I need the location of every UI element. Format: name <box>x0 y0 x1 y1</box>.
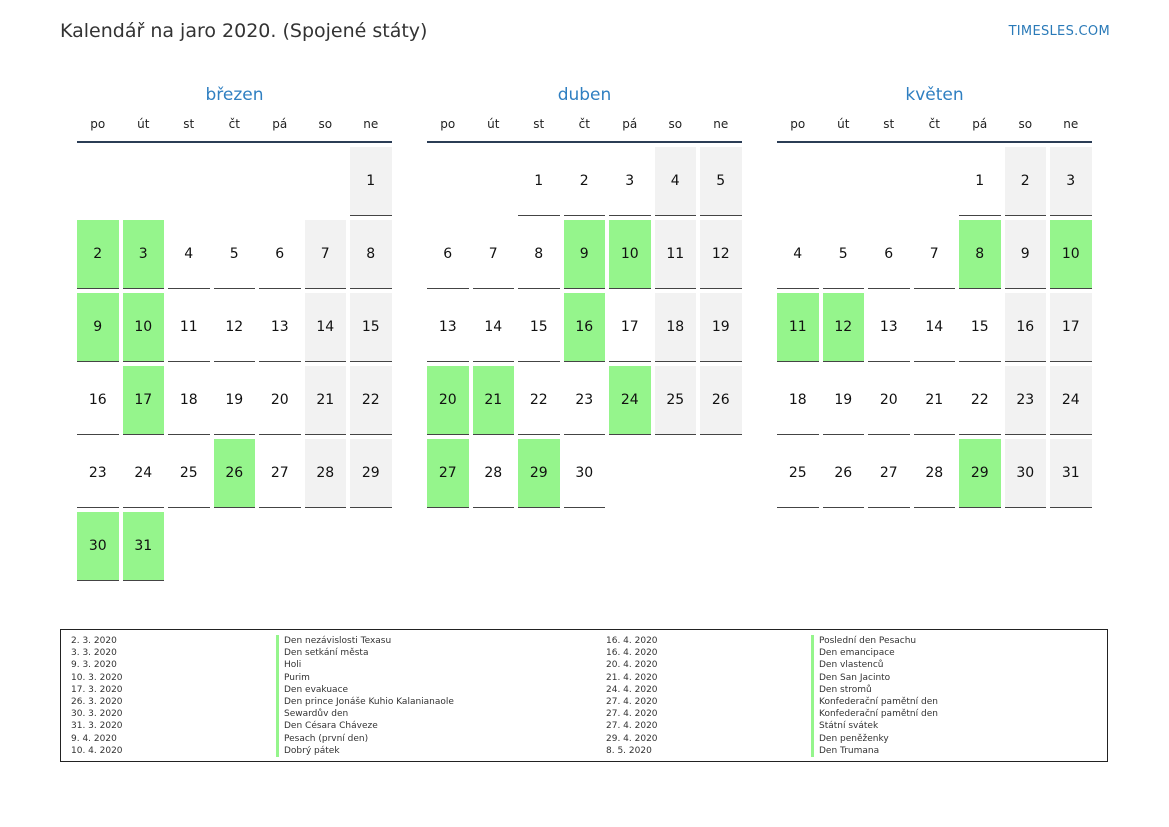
empty-cell <box>259 147 301 216</box>
day-cell: 16 <box>77 366 119 435</box>
legend-holiday-name: Den stromů <box>811 684 872 696</box>
legend-date: 24. 4. 2020 <box>606 684 658 695</box>
day-cell: 31 <box>123 512 165 581</box>
day-cell: 8 <box>518 220 560 289</box>
legend-date: 31. 3. 2020 <box>71 721 123 732</box>
day-cell: 28 <box>473 439 515 508</box>
legend-date: 9. 4. 2020 <box>71 733 117 744</box>
legend-date: 8. 5. 2020 <box>606 745 652 756</box>
legend-holiday-name: Den vlastenců <box>811 659 884 671</box>
day-cell: 26 <box>700 366 742 435</box>
weekday-label: čt <box>928 117 940 131</box>
legend-row <box>606 708 938 720</box>
legend-row <box>606 635 938 647</box>
day-cell: 9 <box>77 293 119 362</box>
day-cell: 6 <box>259 220 301 289</box>
empty-cell <box>123 147 165 216</box>
day-cell: 11 <box>168 293 210 362</box>
day-cell: 30 <box>564 439 606 508</box>
legend-holiday-name: Purim <box>276 672 310 684</box>
empty-cell <box>777 147 819 216</box>
page-title: Kalendář na jaro 2020. (Spojené státy) <box>60 20 428 42</box>
day-cell: 2 <box>564 147 606 216</box>
legend-holiday-name: Konfederační pamětní den <box>811 708 938 720</box>
day-cell: 21 <box>305 366 347 435</box>
day-cell: 1 <box>350 147 392 216</box>
day-cell: 27 <box>259 439 301 508</box>
weekday-header <box>777 115 1092 143</box>
weekday-label: po <box>440 117 456 131</box>
day-cell: 19 <box>823 366 865 435</box>
weekday-label: po <box>90 117 106 131</box>
legend-date: 3. 3. 2020 <box>71 648 117 659</box>
weekday-label: pá <box>272 117 288 131</box>
legend-row <box>71 647 454 659</box>
weekday-label: ne <box>1063 117 1079 131</box>
legend-holiday-name: Den peněženky <box>811 733 889 745</box>
weekday-label: st <box>883 117 895 131</box>
legend-holiday-name: Pesach (první den) <box>276 733 368 745</box>
day-cell: 30 <box>77 512 119 581</box>
legend-date: 21. 4. 2020 <box>606 672 658 683</box>
day-cell: 25 <box>168 439 210 508</box>
legend-row <box>606 672 938 684</box>
legend-holiday-name: Holi <box>276 659 301 671</box>
day-cell: 10 <box>123 293 165 362</box>
day-cell: 22 <box>350 366 392 435</box>
day-cell: 18 <box>168 366 210 435</box>
days-grid <box>427 147 742 508</box>
legend-row <box>71 672 454 684</box>
day-cell: 26 <box>214 439 256 508</box>
day-cell: 3 <box>123 220 165 289</box>
legend-date: 16. 4. 2020 <box>606 636 658 646</box>
legend-row <box>606 696 938 708</box>
legend-date: 20. 4. 2020 <box>606 660 658 671</box>
weekday-label: so <box>668 117 683 131</box>
day-cell: 16 <box>1005 293 1047 362</box>
day-cell: 11 <box>777 293 819 362</box>
legend-row <box>606 647 938 659</box>
day-cell: 28 <box>305 439 347 508</box>
day-cell: 21 <box>914 366 956 435</box>
day-cell: 25 <box>777 439 819 508</box>
legend-date: 26. 3. 2020 <box>71 696 123 707</box>
legend-row <box>71 659 454 671</box>
day-cell: 22 <box>959 366 1001 435</box>
day-cell: 11 <box>655 220 697 289</box>
legend-row <box>606 745 938 757</box>
weekday-label: ne <box>363 117 379 131</box>
legend-date: 30. 3. 2020 <box>71 709 123 720</box>
day-cell: 14 <box>305 293 347 362</box>
month-april <box>427 84 742 508</box>
empty-cell <box>214 147 256 216</box>
legend-row <box>71 733 454 745</box>
empty-cell <box>427 147 469 216</box>
day-cell: 8 <box>350 220 392 289</box>
day-cell: 7 <box>914 220 956 289</box>
legend-holiday-name: Den setkání města <box>276 647 368 659</box>
legend-date: 17. 3. 2020 <box>71 684 123 695</box>
day-cell: 2 <box>1005 147 1047 216</box>
weekday-label: čt <box>578 117 590 131</box>
legend-row <box>606 659 938 671</box>
legend-holiday-name: Den Trumana <box>811 745 879 757</box>
day-cell: 4 <box>655 147 697 216</box>
legend-holiday-name: Dobrý pátek <box>276 745 340 757</box>
days-grid <box>77 147 392 581</box>
day-cell: 19 <box>700 293 742 362</box>
weekday-label: so <box>318 117 333 131</box>
legend-row <box>606 720 938 732</box>
legend-row <box>606 733 938 745</box>
legend-holiday-name: Konfederační pamětní den <box>811 696 938 708</box>
site-link[interactable]: TIMESLES.COM <box>1008 24 1110 39</box>
day-cell: 2 <box>77 220 119 289</box>
day-cell: 13 <box>427 293 469 362</box>
day-cell: 6 <box>427 220 469 289</box>
weekday-label: st <box>183 117 195 131</box>
day-cell: 4 <box>168 220 210 289</box>
day-cell: 9 <box>564 220 606 289</box>
month-name: březen <box>205 85 264 105</box>
month-name: duben <box>557 85 612 105</box>
legend-date: 10. 3. 2020 <box>71 672 123 683</box>
day-cell: 29 <box>959 439 1001 508</box>
day-cell: 12 <box>700 220 742 289</box>
weekday-label: po <box>790 117 806 131</box>
weekday-label: út <box>137 117 150 131</box>
legend-column-right <box>606 635 938 757</box>
day-cell: 13 <box>259 293 301 362</box>
day-cell: 10 <box>609 220 651 289</box>
days-grid <box>777 147 1092 508</box>
day-cell: 19 <box>214 366 256 435</box>
legend-holiday-name: Státní svátek <box>811 720 878 732</box>
legend-column-left <box>71 635 454 757</box>
day-cell: 9 <box>1005 220 1047 289</box>
legend-row <box>71 684 454 696</box>
day-cell: 12 <box>214 293 256 362</box>
legend-holiday-name: Poslední den Pesachu <box>811 635 916 647</box>
weekday-label: ne <box>713 117 729 131</box>
day-cell: 26 <box>823 439 865 508</box>
day-cell: 23 <box>77 439 119 508</box>
empty-cell <box>168 147 210 216</box>
day-cell: 30 <box>1005 439 1047 508</box>
day-cell: 22 <box>518 366 560 435</box>
legend-holiday-name: Den emancipace <box>811 647 895 659</box>
day-cell: 29 <box>350 439 392 508</box>
legend-holiday-name: Den nezávislosti Texasu <box>276 635 391 647</box>
legend-date: 2. 3. 2020 <box>71 636 117 646</box>
day-cell: 16 <box>564 293 606 362</box>
day-cell: 29 <box>518 439 560 508</box>
day-cell: 28 <box>914 439 956 508</box>
legend-row <box>606 684 938 696</box>
day-cell: 27 <box>427 439 469 508</box>
weekday-label: čt <box>228 117 240 131</box>
day-cell: 3 <box>1050 147 1092 216</box>
day-cell: 5 <box>214 220 256 289</box>
day-cell: 17 <box>1050 293 1092 362</box>
weekday-label: út <box>837 117 850 131</box>
day-cell: 15 <box>518 293 560 362</box>
weekday-header <box>77 115 392 143</box>
day-cell: 21 <box>473 366 515 435</box>
empty-cell <box>868 147 910 216</box>
empty-cell <box>823 147 865 216</box>
day-cell: 1 <box>518 147 560 216</box>
day-cell: 14 <box>914 293 956 362</box>
empty-cell <box>914 147 956 216</box>
weekday-label: pá <box>622 117 638 131</box>
legend-holiday-name: Sewardův den <box>276 708 348 720</box>
legend-date: 10. 4. 2020 <box>71 745 123 756</box>
day-cell: 17 <box>123 366 165 435</box>
day-cell: 31 <box>1050 439 1092 508</box>
legend-holiday-name: Den evakuace <box>276 684 348 696</box>
legend-row <box>71 635 454 647</box>
day-cell: 5 <box>700 147 742 216</box>
weekday-label: so <box>1018 117 1033 131</box>
day-cell: 8 <box>959 220 1001 289</box>
weekday-label: pá <box>972 117 988 131</box>
day-cell: 14 <box>473 293 515 362</box>
day-cell: 3 <box>609 147 651 216</box>
legend-date: 29. 4. 2020 <box>606 733 658 744</box>
month-may <box>777 84 1092 508</box>
day-cell: 24 <box>123 439 165 508</box>
day-cell: 15 <box>959 293 1001 362</box>
day-cell: 6 <box>868 220 910 289</box>
legend-date: 9. 3. 2020 <box>71 660 117 671</box>
empty-cell <box>473 147 515 216</box>
month-march <box>77 84 392 581</box>
day-cell: 24 <box>609 366 651 435</box>
legend-holiday-name: Den prince Jonáše Kuhio Kalanianaole <box>276 696 454 708</box>
legend-holiday-name: Den Césara Cháveze <box>276 720 378 732</box>
day-cell: 18 <box>777 366 819 435</box>
empty-cell <box>305 147 347 216</box>
weekday-label: út <box>487 117 500 131</box>
legend-date: 27. 4. 2020 <box>606 709 658 720</box>
month-name: květen <box>905 85 964 105</box>
day-cell: 17 <box>609 293 651 362</box>
day-cell: 5 <box>823 220 865 289</box>
day-cell: 24 <box>1050 366 1092 435</box>
legend-date: 27. 4. 2020 <box>606 721 658 732</box>
legend-row <box>71 708 454 720</box>
day-cell: 12 <box>823 293 865 362</box>
legend-holiday-name: Den San Jacinto <box>811 672 890 684</box>
day-cell: 20 <box>427 366 469 435</box>
day-cell: 4 <box>777 220 819 289</box>
holiday-legend <box>60 629 1108 762</box>
day-cell: 10 <box>1050 220 1092 289</box>
legend-date: 16. 4. 2020 <box>606 648 658 659</box>
day-cell: 23 <box>564 366 606 435</box>
day-cell: 7 <box>473 220 515 289</box>
day-cell: 7 <box>305 220 347 289</box>
day-cell: 18 <box>655 293 697 362</box>
day-cell: 23 <box>1005 366 1047 435</box>
legend-row <box>71 745 454 757</box>
weekday-label: st <box>533 117 545 131</box>
legend-date: 27. 4. 2020 <box>606 696 658 707</box>
legend-row <box>71 720 454 732</box>
day-cell: 13 <box>868 293 910 362</box>
day-cell: 20 <box>259 366 301 435</box>
empty-cell <box>77 147 119 216</box>
day-cell: 27 <box>868 439 910 508</box>
legend-row <box>71 696 454 708</box>
day-cell: 25 <box>655 366 697 435</box>
day-cell: 15 <box>350 293 392 362</box>
day-cell: 1 <box>959 147 1001 216</box>
day-cell: 20 <box>868 366 910 435</box>
weekday-header <box>427 115 742 143</box>
